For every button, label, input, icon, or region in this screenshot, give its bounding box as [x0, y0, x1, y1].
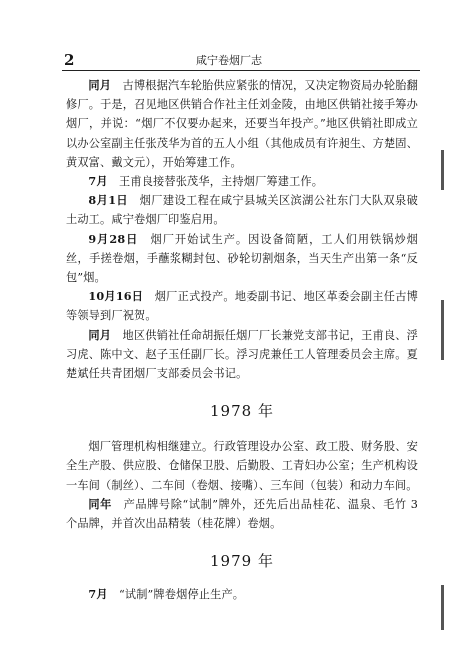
entry-date: 9月28日 — [88, 231, 139, 246]
chronicle-entry — [66, 172, 418, 191]
year-heading-1978: 1978 年 — [210, 402, 274, 421]
entry-text: 烟厂开始试生产。因设备简陋，工人们用铁锅炒烟丝，手搓卷烟，手蘸浆糊封包、砂轮切割烟条，当天生产出第一条“反包”烟。 — [66, 232, 418, 285]
entry-date: 同月 — [88, 327, 112, 342]
entry-text: 古博根据汽车轮胎供应紧张的情况，又决定物资局办轮胎翻修厂。于是，召见地区供销合作社主任刘金陵，由地区供销社接手筹办烟厂，并说：“烟厂不仅要办起来，还要当年投产。”地区供销社即成立以办公室副主任张茂华为首的五人小组（其他成员有许昶生、方楚固、黄双富、戴文元），开始筹建工作。 — [66, 79, 418, 169]
entry-text: 王甫良接替张茂华，主持烟厂筹建工作。 — [119, 175, 324, 189]
entry-text: “试制”牌卷烟停止生产。 — [119, 588, 245, 602]
entry-date: 7月 — [88, 587, 108, 602]
entry-date: 同月 — [88, 78, 112, 92]
year-heading-1979: 1979 年 — [210, 552, 274, 571]
year-paragraph: 烟厂管理机构相继建立。行政管理设办公室、政工股、财务股、安全生产股、供应股、仓储保卫股、后勤股、工青妇办公室；生产机构设一车间（制丝）、二车间（卷烟、接嘴）、三车间（包装）和动力车间。 — [66, 440, 418, 492]
chronicle-entry — [66, 585, 418, 604]
header-rule — [62, 70, 420, 71]
scan-edge-mark — [441, 150, 444, 190]
chronicle-entry — [66, 495, 418, 533]
page-number: 2 — [64, 51, 75, 69]
scan-edge-mark — [441, 585, 444, 630]
page-body — [66, 76, 418, 604]
chronicle-entry — [66, 326, 418, 384]
entry-date: 同年 — [88, 496, 112, 511]
chronicle-entry — [66, 191, 418, 229]
entry-text: 地区供销社任命胡振任烟厂厂长兼党支部书记，王甫良、浮习虎、陈中文、赵子玉任副厂长。浮习虎兼任工人管理委员会主席。夏楚斌任共青团烟厂支部委员会书记。 — [66, 328, 418, 381]
chronicle-entry — [66, 76, 418, 172]
entry-text: 产品牌号除“试制”牌外，还先后出品桂花、温泉、毛竹 3 个品牌，并首次出品精装（桂花牌）卷烟。 — [66, 497, 418, 531]
chronicle-entry — [66, 230, 418, 288]
entry-text: 烟厂正式投产。地委副书记、地区革委会副主任古博等领导到厂祝贺。 — [66, 290, 418, 323]
entry-text: 烟厂建设工程在咸宁县城关区滨湖公社东门大队双泉破土动工。咸宁卷烟厂印鉴启用。 — [66, 194, 418, 227]
entry-date: 8月1日 — [88, 193, 129, 208]
scan-edge-mark — [441, 300, 444, 360]
chronicle-entry — [66, 287, 418, 325]
page-header — [64, 52, 420, 68]
entry-date: 10月16日 — [88, 289, 144, 304]
running-title: 咸宁卷烟厂志 — [196, 54, 262, 67]
entry-date: 7月 — [88, 174, 108, 189]
